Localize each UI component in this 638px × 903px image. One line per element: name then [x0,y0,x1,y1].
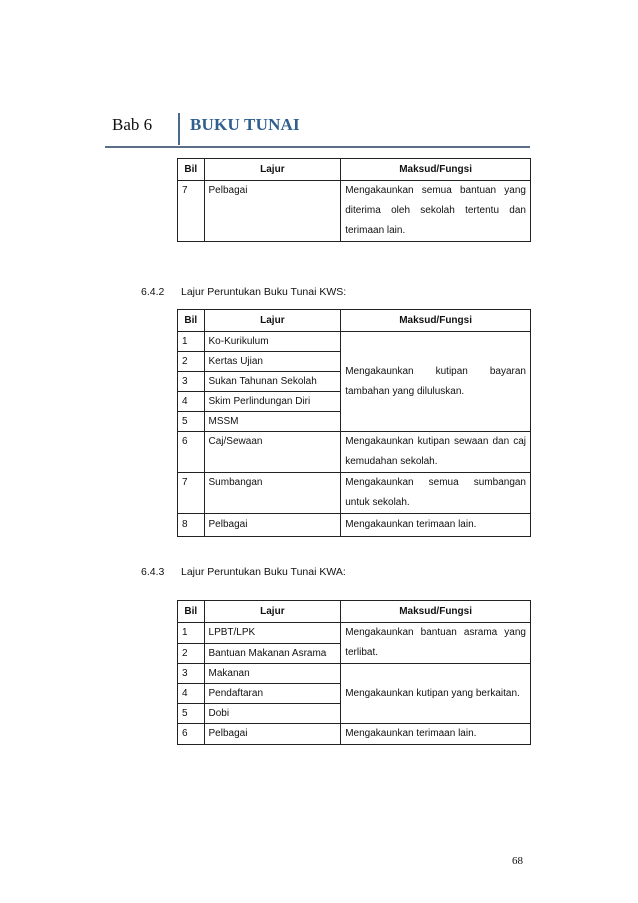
cell-lajur: Makanan [204,664,341,684]
section-number: 6.4.2 [141,286,165,298]
cell-maksud: Mengakaunkan terimaan lain. [341,724,531,745]
cell-lajur: Pelbagai [204,514,341,537]
header-lajur: Lajur [204,159,341,181]
cell-bil: 5 [178,412,205,432]
cell-bil: 6 [178,432,205,473]
cell-maksud: Mengakaunkan semua bantuan yang diterima oleh sekolah tertentu dan terimaan lain. [341,181,531,242]
chapter-title: BUKU TUNAI [190,115,300,134]
cell-maksud: Mengakaunkan terimaan lain. [341,514,531,537]
cell-lajur: Kertas Ujian [204,352,341,372]
table-continued [177,158,531,242]
section-heading-642 [141,286,346,298]
table-kws [177,309,531,537]
table-row [178,514,531,537]
cell-bil: 2 [178,643,205,664]
header-lajur: Lajur [204,310,341,332]
header-lajur: Lajur [204,601,341,623]
table-row [178,664,531,684]
cell-lajur: Pendaftaran [204,684,341,704]
cell-bil: 3 [178,664,205,684]
cell-maksud: Mengakaunkan semua sumbangan untuk sekolah. [341,473,531,514]
table-header-row [178,159,531,181]
cell-lajur: MSSM [204,412,341,432]
table-row [178,724,531,745]
cell-lajur: Sumbangan [204,473,341,514]
section-number: 6.4.3 [141,566,165,578]
cell-bil: 8 [178,514,205,537]
cell-lajur: Pelbagai [204,181,341,242]
cell-bil: 3 [178,372,205,392]
cell-lajur: Sukan Tahunan Sekolah [204,372,341,392]
cell-bil: 1 [178,332,205,352]
header-bil: Bil [178,159,205,181]
table-row [178,432,531,473]
cell-bil: 2 [178,352,205,372]
cell-bil: 4 [178,684,205,704]
cell-lajur: Bantuan Makanan Asrama [204,643,341,664]
cell-maksud-merged [341,332,531,432]
header-bil: Bil [178,601,205,623]
section-title: Lajur Peruntukan Buku Tunai KWA: [181,566,346,578]
header-maksud: Maksud/Fungsi [341,601,531,623]
cell-maksud: Mengakaunkan kutipan sewaan dan caj kemudahan sekolah. [341,432,531,473]
header-divider [178,113,180,145]
header-bil: Bil [178,310,205,332]
cell-lajur: Dobi [204,704,341,724]
table-header-row [178,310,531,332]
table-row [178,332,531,352]
header-maksud: Maksud/Fungsi [341,159,531,181]
cell-lajur: Skim Perlindungan Diri [204,392,341,412]
page-number: 68 [512,855,523,867]
cell-lajur: Caj/Sewaan [204,432,341,473]
table-row [178,181,531,242]
table-row [178,473,531,514]
cell-lajur: Pelbagai [204,724,341,745]
table-row [178,623,531,644]
merged-maksud-text: Mengakaunkan kutipan bayaran tambahan yang diluluskan. [345,365,526,397]
cell-maksud-merged: Mengakaunkan bantuan asrama yang terlibat. [341,623,531,664]
chapter-label: Bab 6 [112,115,153,134]
cell-bil: 4 [178,392,205,412]
cell-maksud-merged: Mengakaunkan kutipan yang berkaitan. [341,664,531,724]
section-title: Lajur Peruntukan Buku Tunai KWS: [181,286,347,298]
cell-lajur: Ko-Kurikulum [204,332,341,352]
table-header-row [178,601,531,623]
cell-bil: 5 [178,704,205,724]
cell-bil: 6 [178,724,205,745]
cell-bil: 1 [178,623,205,644]
cell-bil: 7 [178,181,205,242]
header-rule [105,146,530,148]
cell-lajur: LPBT/LPK [204,623,341,644]
cell-bil: 7 [178,473,205,514]
table-kwa [177,600,531,745]
section-heading-643 [141,566,346,578]
header-maksud: Maksud/Fungsi [341,310,531,332]
